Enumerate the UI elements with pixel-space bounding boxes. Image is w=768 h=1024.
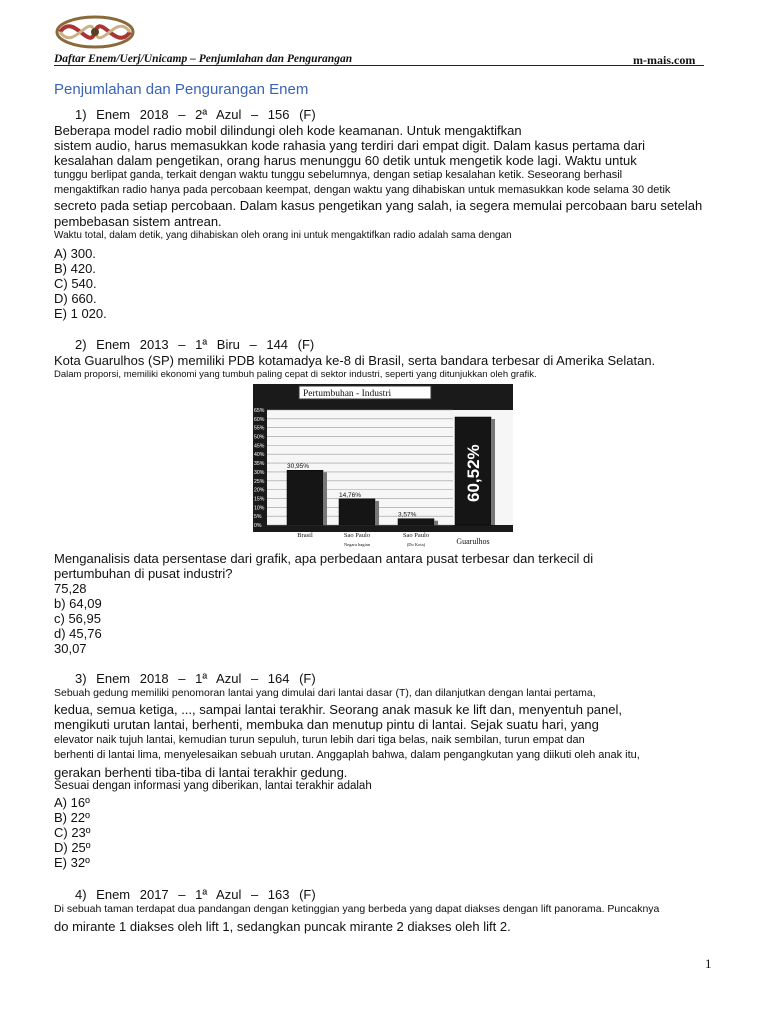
bar-side [375, 501, 379, 525]
q3-line: mengikuti urutan lantai, berhenti, membuka dan menutup pintu di lantai. Sejak suatu hari, yang [54, 717, 599, 732]
y-tick-label: 45% [254, 443, 265, 450]
y-tick-label: 55% [254, 425, 265, 432]
q2-line: Menganalisis data persentase dari grafik, apa perbedaan antara pusat terbesar dan terkecil di [54, 551, 594, 566]
q1-line: mengaktifkan radio hanya pada percobaan keempat, dengan waktu yang dihabiskan untuk memasukkan kode selama 30 detik [54, 184, 671, 196]
x-tick-label: Sao Paulo [402, 532, 430, 539]
y-tick-label: 10% [254, 505, 265, 512]
q3-option-b: B) 22º [54, 810, 90, 825]
q3-heading: 3) Enem 2018 – 1ª Azul – 164 (F) [75, 671, 316, 686]
q2-option-b: b) 64,09 [54, 596, 102, 611]
q1-line: Beberapa model radio mobil dilindungi oleh kode keamanan. Untuk mengaktifkan [54, 123, 522, 138]
q2-option-e: 30,07 [54, 641, 87, 656]
chart-title: Pertumbuhan - Industri [303, 389, 392, 399]
page-number: 1 [705, 956, 712, 971]
q1-line: tunggu berlipat ganda, terkait dengan waktu tunggu sebelumnya, dengan setiap kesalahan ketik. Seseorang berhasil [54, 169, 623, 181]
q2-line: Dalam proporsi, memiliki ekonomi yang tumbuh paling cepat di sektor industri, seperti yang ditunjukkan oleh grafik. [54, 369, 537, 380]
q1-option-a: A) 300. [54, 246, 96, 261]
q3-line: elevator naik tujuh lantai, kemudian turun sepuluh, turun lebih dari tiga belas, naik sembilan, turun empat dan [54, 734, 585, 746]
q1-option-e: E) 1 020. [54, 306, 107, 321]
q1-line: kesalahan dalam pengetikan, orang harus menunggu 60 detik untuk mengetik kode lagi. Waktu untuk [54, 153, 637, 168]
q2-heading: 2) Enem 2013 – 1ª Biru – 144 (F) [75, 337, 315, 352]
bar [287, 470, 323, 525]
y-tick-label: 0% [254, 523, 262, 529]
data-label: 30,95% [287, 463, 310, 471]
bar-chart [253, 384, 513, 552]
q4-line: Di sebuah taman terdapat dua pandangan dengan ketinggian yang berbeda yang dapat diakses dengan lift panorama. Puncaknya [54, 903, 660, 915]
bar [339, 499, 375, 525]
logo-image [54, 12, 136, 52]
y-tick-label: 40% [254, 452, 265, 459]
data-label: 3,57% [398, 511, 417, 519]
header-site-link[interactable]: m-mais.com [633, 53, 696, 67]
q3-option-d: D) 25º [54, 840, 91, 855]
x-tick-label: Sao Paulo [343, 532, 371, 539]
q2-line: Kota Guarulhos (SP) memiliki PDB kotamadya ke-8 di Brasil, serta bandara terbesar di Amerika Selatan. [54, 353, 656, 368]
q1-option-b: B) 420. [54, 261, 96, 276]
x-sublabel: Negara bagian [343, 542, 371, 547]
q1-option-d: D) 660. [54, 291, 97, 306]
q1-line: pembebasan sistem antrean. [54, 214, 222, 229]
x-tick-label: Brasil [297, 532, 313, 539]
q3-option-a: A) 16º [54, 795, 90, 810]
header-divider [54, 65, 704, 66]
y-tick-label: 35% [254, 461, 265, 468]
y-tick-label: 20% [254, 487, 265, 494]
header-title: Daftar Enem/Uerj/Unicamp – Penjumlahan dan Pengurangan [54, 53, 353, 65]
q1-line: secreto pada setiap percobaan. Dalam kasus pengetikan yang salah, ia segera memulai percobaan baru setelah [54, 198, 703, 213]
x-tick-label: Guarulhos [456, 537, 490, 546]
data-label: 14,76% [339, 491, 362, 499]
y-tick-label: 30% [254, 469, 265, 476]
q1-line: sistem audio, harus memasukkan kode rahasia yang terdiri dari empat digit. Dalam kasus pertama dari [54, 138, 646, 153]
q1-option-c: C) 540. [54, 276, 97, 291]
q1-heading: 1) Enem 2018 – 2ª Azul – 156 (F) [75, 107, 316, 122]
q2-option-d: d) 45,76 [54, 626, 102, 641]
bar-side [434, 521, 438, 525]
bar-side [323, 472, 327, 525]
q3-line: kedua, semua ketiga, ..., sampai lantai terakhir. Seorang anak masuk ke lift dan, menyentuh panel, [54, 702, 622, 717]
q2-option-c: c) 56,95 [54, 611, 101, 626]
q4-line: do mirante 1 diakses oleh lift 1, sedangkan puncak mirante 2 diakses oleh lift 2. [54, 919, 511, 934]
x-sublabel: (Do Kota) [406, 542, 426, 547]
q3-question: Sesuai dengan informasi yang diberikan, lantai terakhir adalah [54, 780, 372, 792]
data-label: 60,52% [464, 444, 483, 502]
q2-option-a: 75,28 [54, 581, 87, 596]
y-tick-label: 5% [254, 514, 262, 521]
q4-heading: 4) Enem 2017 – 1ª Azul – 163 (F) [75, 887, 316, 902]
page-title: Penjumlahan dan Pengurangan Enem [54, 81, 309, 98]
q1-question: Waktu total, dalam detik, yang dihabiskan oleh orang ini untuk mengaktifkan radio adalah sama dengan [54, 230, 512, 241]
y-tick-label: 50% [254, 434, 265, 441]
y-tick-label: 15% [254, 496, 265, 503]
bar [398, 519, 434, 525]
q3-option-e: E) 32º [54, 855, 90, 870]
bar-side [491, 419, 495, 525]
y-tick-label: 65% [254, 408, 265, 414]
q3-line: berhenti di lantai lima, menyelesaikan sebuah urutan. Anggaplah bahwa, dalam pengangkutan yang diikuti oleh anak itu, [54, 749, 640, 761]
q3-option-c: C) 23º [54, 825, 91, 840]
y-tick-label: 60% [254, 416, 265, 423]
q3-line: Sebuah gedung memiliki penomoran lantai yang dimulai dari lantai dasar (T), dan dilanjutkan dengan lantai pertama, [54, 687, 596, 699]
q2-line: pertumbuhan di pusat industri? [54, 566, 233, 581]
q3-line: gerakan berhenti tiba-tiba di lantai terakhir gedung. [54, 765, 348, 780]
y-tick-label: 25% [254, 478, 265, 485]
